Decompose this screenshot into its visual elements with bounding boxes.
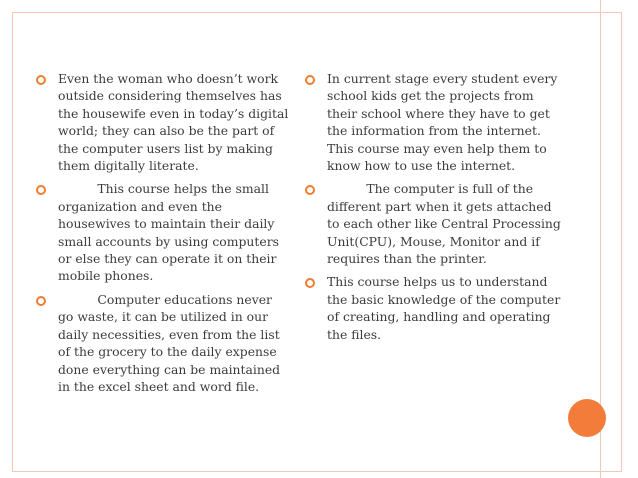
bullet-text: The computer is full of the different part when it gets attached to each other like Central Processing Unit(CPU), Mouse, Monitor and if requires than the printer.	[327, 181, 561, 267]
circle-bullet-icon	[36, 296, 46, 306]
bullet-text: This course helps us to understand the basic knowledge of the computer of creating, handling and operating the files.	[327, 274, 561, 342]
circle-bullet-icon	[36, 185, 46, 195]
right-content-column	[303, 70, 561, 349]
decorative-circle	[568, 399, 606, 437]
bullet-text: This course helps the small organization and even the housewives to maintain their daily small accounts by using computers or else they can operate it on their mobile phones.	[58, 181, 279, 284]
bullet-text: Computer educations never go waste, it can be utilized in our daily necessities, even from the list of the grocery to the daily expense done everything can be maintained in the excel sheet and word file.	[58, 291, 281, 394]
list-item	[303, 273, 561, 343]
circle-bullet-icon	[305, 278, 315, 288]
right-bullet-list	[303, 70, 561, 343]
left-content-column	[34, 70, 290, 401]
bullet-text: In current stage every student every school kids get the projects from their school where they have to get the information from the internet. This course may even help them to know how to use the internet.	[327, 71, 558, 174]
circle-bullet-icon	[36, 75, 46, 85]
list-item	[34, 180, 290, 284]
list-item	[34, 291, 290, 395]
list-item	[34, 70, 290, 174]
circle-bullet-icon	[305, 75, 315, 85]
bullet-text: Even the woman who doesn’t work outside considering themselves has the housewife even in today’s digital world; they can also be the part of the computer users list by making them digitally literate.	[58, 71, 289, 174]
circle-bullet-icon	[305, 185, 315, 195]
list-item	[303, 180, 561, 267]
left-bullet-list	[34, 70, 290, 395]
list-item	[303, 70, 561, 174]
